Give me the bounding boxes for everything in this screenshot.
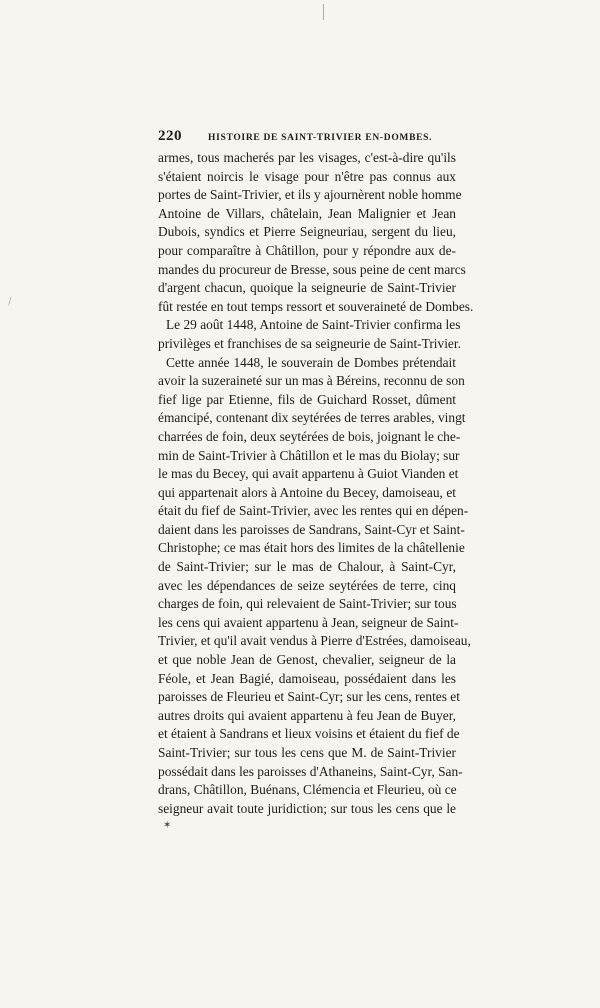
text-line: fief lige par Etienne, fils de Guichard Rosset, dûment (158, 391, 456, 407)
page-mark-top (323, 4, 326, 20)
text-line: était du fief de Saint-Trivier, avec les rentes qui en dépen- (158, 503, 469, 519)
text-line: paroisses de Fleurieu et Saint-Cyr; sur les cens, rentes et (158, 689, 460, 705)
text-line: pour comparaître à Châtillon, pour y répondre aux de- (158, 242, 456, 258)
text-line: d'argent chacun, quoique la seigneurie de Saint-Trivier (158, 280, 456, 296)
ink-speck: ✶ (163, 820, 172, 831)
text-line: seigneur avait toute juridiction; sur tous les cens que le (158, 800, 456, 816)
text-line: Saint-Trivier; sur tous les cens que M. de Saint-Trivier (158, 745, 456, 760)
text-line: émancipé, contenant dix seytérées de terres arables, vingt (158, 410, 466, 426)
body-text (158, 149, 474, 818)
page-mark-left: \ (4, 294, 16, 308)
text-line: Dubois, syndics et Pierre Seigneuriau, sergent du lieu, (158, 224, 456, 240)
text-line: fût restée en tout temps ressort et souveraineté de Dombes. (158, 298, 474, 314)
text-line: avoir la suzeraineté sur un mas à Béreins, reconnu de son (158, 373, 465, 389)
text-line: les cens qui avaient appartenu à Jean, seigneur de Saint- (158, 614, 459, 630)
text-line: Cette année 1448, le souverain de Dombes prétendait (166, 354, 456, 370)
text-line: drans, Châtillon, Buénans, Clémencia et Fleurieu, où ce (158, 782, 457, 798)
text-line: autres droits qui avaient appartenu à feu Jean de Buyer, (158, 707, 456, 723)
text-line: daient dans les paroisses de Sandrans, Saint-Cyr et Saint- (158, 521, 465, 537)
text-line: charges de foin, qui relevaient de Saint-Trivier; sur tous (158, 596, 457, 612)
page-number: 220 (158, 128, 182, 144)
text-line: privilèges et franchises de sa seigneurie de Saint-Trivier. (158, 335, 461, 351)
text-line: s'étaient noircis le visage pour n'être pas connus aux (158, 168, 456, 184)
text-line: armes, tous macherés par les visages, c'est-à-dire qu'ils (158, 150, 456, 165)
text-line: le mas du Becey, qui avait appartenu à Guiot Vianden et (158, 466, 459, 482)
text-line: et étaient à Sandrans et lieux voisins et étaient du fief de (158, 726, 460, 742)
text-line: possédait dans les paroisses d'Athaneins, Saint-Cyr, San- (158, 763, 463, 779)
text-line: portes de Saint-Trivier, et ils y ajournèrent noble homme (158, 187, 462, 203)
text-line: Féole, et Jean Bagié, damoiseau, possédaient dans les (158, 670, 456, 686)
text-line: et que noble Jean de Genost, chevalier, seigneur de la (158, 652, 456, 668)
text-line: min de Saint-Trivier à Châtillon et le mas du Biolay; sur (158, 447, 460, 463)
text-line: Le 29 août 1448, Antoine de Saint-Trivier confirma les (166, 317, 461, 333)
text-line: Trivier, et qu'il avait vendus à Pierre d'Estrées, damoiseau, (158, 633, 471, 649)
text-line: de Saint-Trivier; sur le mas de Chalour, à Saint-Cyr, (158, 559, 456, 575)
page-header (158, 128, 456, 146)
text-line: Antoine de Villars, châtelain, Jean Malignier et Jean (158, 205, 456, 221)
text-line: qui appartenait alors à Antoine du Becey, damoiseau, et (158, 484, 456, 500)
text-line: Christophe; ce mas était hors des limites de la châtellenie (158, 540, 465, 556)
text-line: charrées de foin, deux seytérées de bois, joignant le che- (158, 428, 461, 444)
text-line: mandes du procureur de Bresse, sous peine de cent marcs (158, 261, 466, 277)
text-line: avec les dépendances de seize seytérées de terre, cinq (158, 577, 456, 593)
running-head: HISTOIRE DE SAINT-TRIVIER EN-DOMBES. (208, 133, 433, 143)
